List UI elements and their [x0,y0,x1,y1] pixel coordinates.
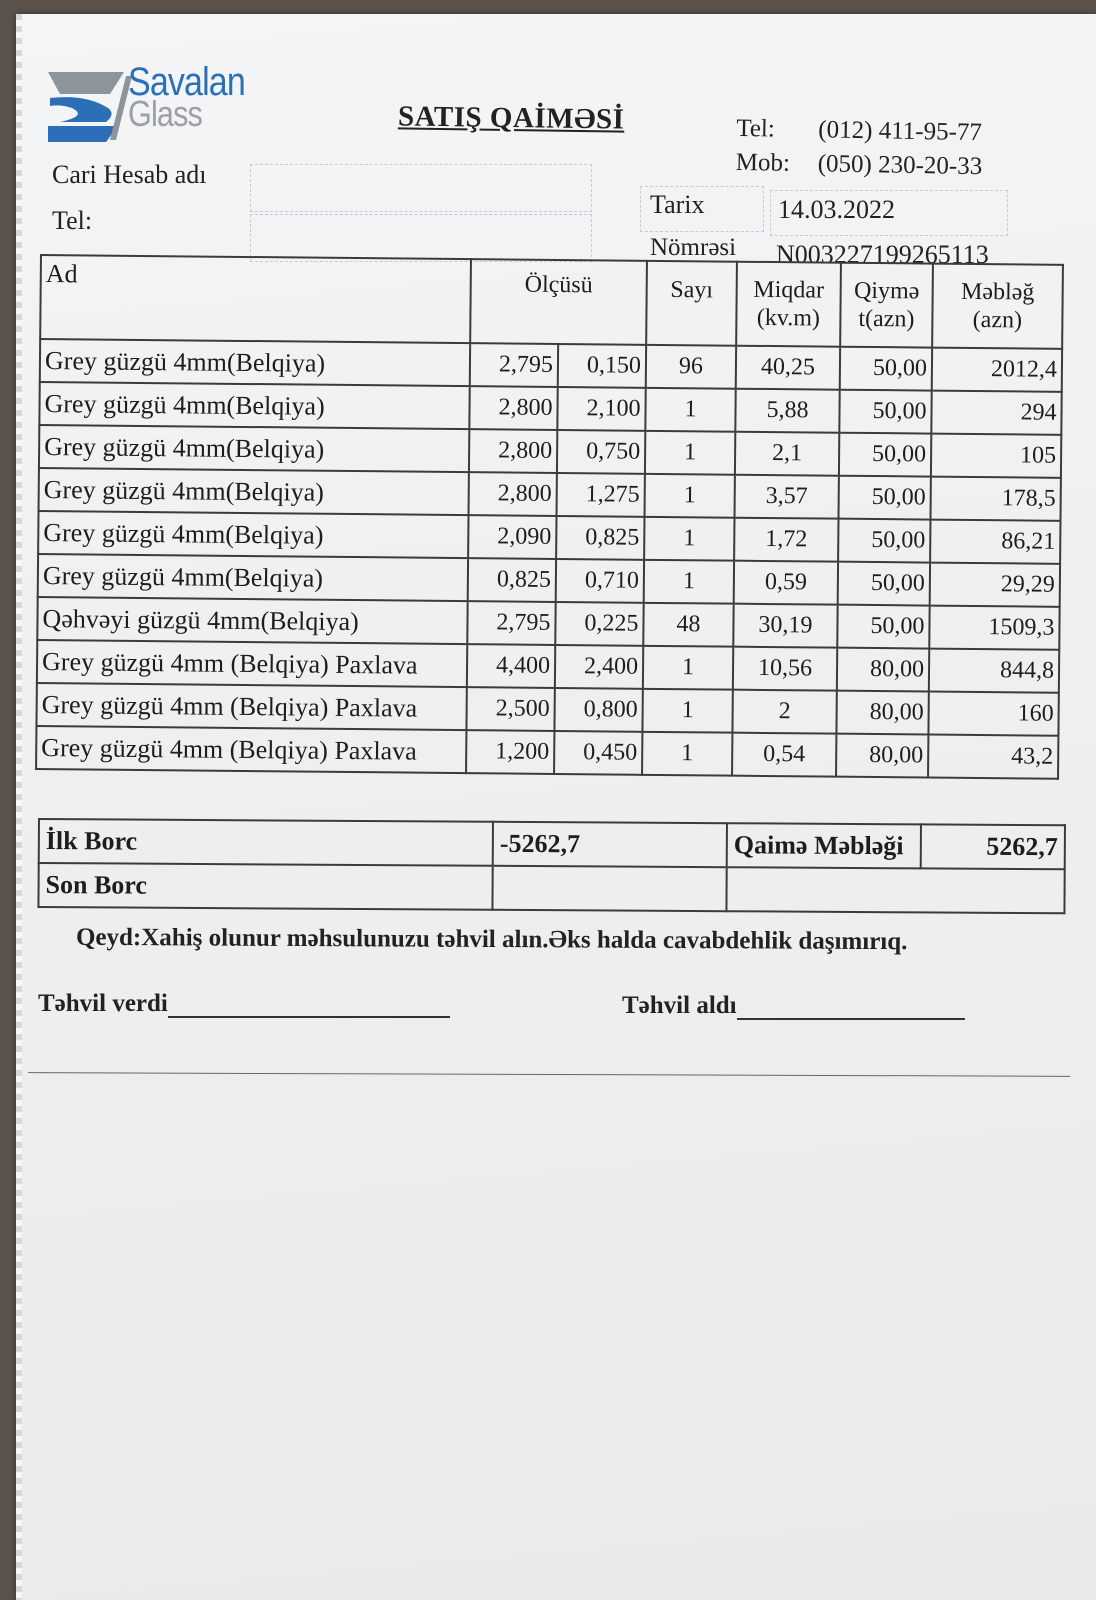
date-value: 14.03.2022 [778,195,895,224]
row-amount: 1509,3 [929,606,1059,650]
row-width: 2,800 [469,472,557,516]
row-name: Grey güzgü 4mm(Belqiya) [39,425,469,472]
row-height: 0,225 [555,602,643,646]
row-width: 2,795 [467,601,555,645]
row-qty: 0,59 [734,561,838,605]
row-price: 80,00 [837,648,929,692]
document-title: SATIŞ QAİMƏSİ [397,100,625,136]
row-qty: 5,88 [735,389,839,433]
row-price: 80,00 [836,734,928,778]
qty-header-line1: Miqdar [753,276,825,304]
note-text: Qeyd:Xahiş olunur məhsulunuzu təhvil alın.Əks halda cavabdehlik daşımırıq. [75,923,908,956]
delivered-signature-line [168,998,450,1018]
col-count-header: Sayı [646,261,737,346]
summary-table [37,818,1066,914]
delivered-label: Təhvil verdi [38,990,168,1017]
initial-debt-value: -5262,7 [493,822,727,867]
row-height: 2,100 [557,387,645,431]
price-header-line2: t(azn) [858,305,915,333]
row-height: 0,710 [556,559,644,603]
company-name [128,60,266,134]
row-name: Grey güzgü 4mm(Belqiya) [38,554,468,601]
row-name: Grey güzgü 4mm(Belqiya) [38,511,468,558]
row-height: 0,450 [554,731,642,775]
account-field [250,164,592,212]
row-amount: 2012,4 [932,348,1062,392]
invoice-amount-value: 5262,7 [921,824,1065,869]
final-debt-label: Son Borc [38,863,492,910]
final-debt-empty [726,867,1064,913]
row-count: 96 [646,345,736,389]
col-amount-header [932,264,1063,349]
price-header-line1: Qiymə [853,277,920,305]
row-price: 50,00 [838,562,930,606]
row-height: 1,275 [557,473,645,517]
divider-line [28,1072,1070,1077]
final-debt-value [492,866,726,911]
tel-label: Tel: [736,114,776,143]
row-amount: 105 [931,434,1061,478]
mob-value: (050) 230-20-33 [817,150,983,181]
row-amount: 844,8 [929,649,1059,693]
row-width: 4,400 [467,644,555,688]
row-price: 50,00 [838,519,930,563]
row-count: 1 [642,732,732,776]
row-count: 1 [642,689,732,733]
row-qty: 30,19 [733,604,837,648]
row-qty: 40,25 [736,346,840,390]
received-signature [622,992,965,1020]
row-qty: 1,72 [734,518,838,562]
row-qty: 2,1 [735,432,839,476]
qty-header-line2: (kv.m) [756,304,821,332]
row-price: 50,00 [839,433,931,477]
amount-header-line2: (azn) [972,306,1023,334]
row-price: 50,00 [839,390,931,434]
row-count: 1 [645,388,735,432]
invoice-amount-label: Qaimə Məbləği [727,823,921,868]
row-amount: 43,2 [928,735,1058,779]
tel-value: (012) 411-95-77 [818,116,983,147]
row-width: 2,800 [469,429,557,473]
row-width: 2,800 [469,386,557,430]
row-count: 48 [643,603,733,647]
row-width: 2,090 [468,515,556,559]
col-qty-header [736,262,841,347]
account-label: Cari Hesab adı [52,160,207,189]
row-name: Grey güzgü 4mm (Belqiya) Paxlava [37,640,467,687]
row-name: Grey güzgü 4mm(Belqiya) [39,468,469,515]
row-name: Qəhvəyi güzgü 4mm(Belqiya) [37,597,467,644]
row-price: 80,00 [836,691,928,735]
logo-line2: Glass [128,93,202,134]
date-label: Tarix [650,190,705,219]
row-qty: 3,57 [735,475,839,519]
customer-tel-field [250,214,592,262]
row-amount: 160 [928,692,1058,736]
row-qty: 10,56 [733,647,837,691]
received-label: Təhvil aldı [622,992,737,1019]
row-height: 0,750 [557,430,645,474]
row-height: 0,800 [554,688,642,732]
row-width: 2,500 [466,687,554,731]
row-price: 50,00 [840,347,932,391]
number-label: Nömrəsi [650,234,737,261]
row-count: 1 [645,474,735,518]
row-height: 0,150 [558,344,646,388]
row-height: 2,400 [555,645,643,689]
col-name-header: Ad [40,255,471,343]
row-amount: 178,5 [930,477,1060,521]
row-height: 0,825 [556,516,644,560]
row-count: 1 [643,646,733,690]
col-price-header [840,263,933,348]
row-count: 1 [644,517,734,561]
delivered-signature [38,990,450,1018]
invoice-paper [16,14,1096,1600]
table-row [36,726,1058,779]
row-amount: 294 [931,391,1061,435]
row-qty: 2 [732,690,836,734]
row-qty: 0,54 [732,733,836,777]
row-width: 1,200 [466,730,554,774]
items-table [35,254,1064,780]
amount-header-line1: Məbləğ [960,278,1035,306]
row-count: 1 [644,560,734,604]
row-count: 1 [645,431,735,475]
row-name: Grey güzgü 4mm (Belqiya) Paxlava [36,726,466,773]
logo-line1: Savalan [128,60,245,104]
row-amount: 29,29 [930,563,1060,607]
row-name: Grey güzgü 4mm (Belqiya) Paxlava [36,683,466,730]
row-price: 50,00 [837,605,929,649]
number-value: N003227199265113 [776,240,989,269]
perforated-edge [16,14,22,1600]
row-width: 0,825 [468,558,556,602]
contact-block [735,112,983,184]
row-name: Grey güzgü 4mm(Belqiya) [40,339,470,386]
row-width: 2,795 [470,343,558,387]
received-signature-line [737,1000,965,1020]
col-size-header: Ölçüsü [470,259,647,345]
mob-label: Mob: [735,148,791,177]
row-price: 50,00 [838,476,930,520]
initial-debt-label: İlk Borc [39,819,493,866]
row-amount: 86,21 [930,520,1060,564]
customer-tel-label: Tel: [52,206,93,235]
row-name: Grey güzgü 4mm(Belqiya) [39,382,469,429]
